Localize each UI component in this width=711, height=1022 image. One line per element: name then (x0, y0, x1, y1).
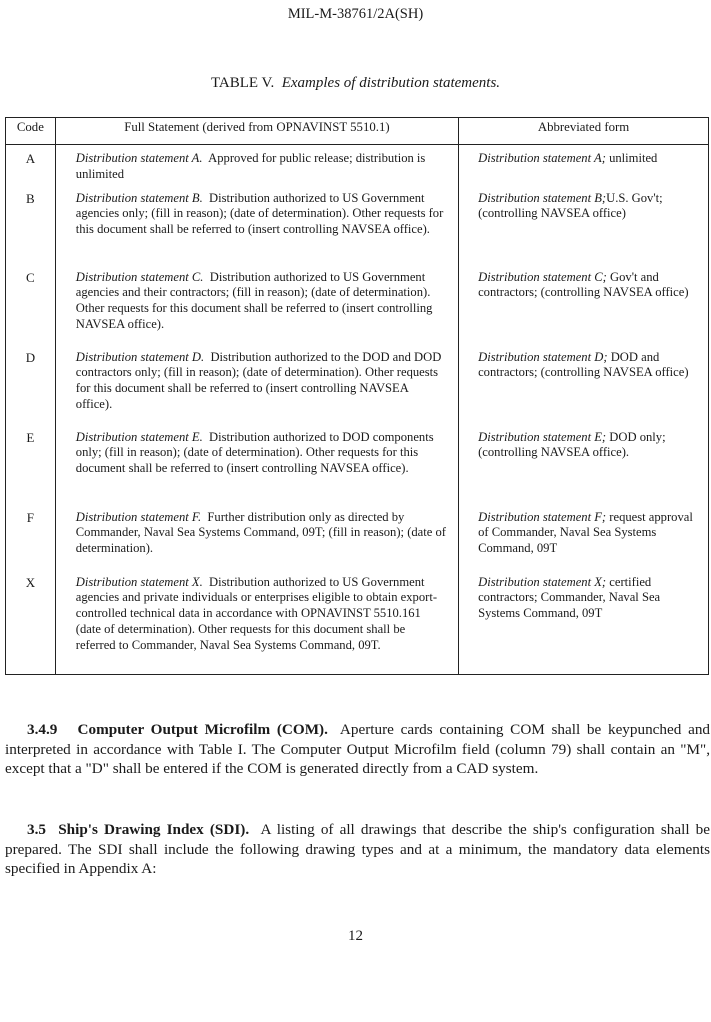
section-text: A listing of all drawings that describe the ship's configuration shall be prepared. The SDI shall include the following drawing types and at a minimum, the mandatory data elements specified in Appendix A: (5, 821, 710, 878)
section-3-5 (5, 820, 710, 879)
section-number: 3.5 (27, 821, 46, 838)
table-caption (0, 75, 711, 92)
table-row (6, 430, 709, 510)
row-code: C (6, 270, 56, 350)
abbr-lead: Distribution statement D; (478, 349, 608, 364)
table-row (6, 510, 709, 575)
row-code: E (6, 430, 56, 510)
abbr-lead: Distribution statement E; (478, 429, 607, 444)
full-statement (55, 270, 458, 350)
section-number: 3.4.9 (27, 721, 58, 738)
row-code: D (6, 350, 56, 430)
abbr-text: certified contractors; Commander, Naval Sea Systems Command, 09T (478, 574, 661, 621)
column-header-full-statement: Full Statement (derived from OPNAVINST 5510.1) (55, 118, 458, 145)
full-statement (55, 510, 458, 575)
table-title: Examples of distribution statements. (281, 75, 501, 91)
abbreviated-form (459, 430, 709, 510)
table-row (6, 191, 709, 270)
statement-lead: Distribution statement C. (75, 269, 204, 284)
abbr-lead: Distribution statement F; (478, 509, 607, 524)
abbr-text: request approval of Commander, Naval Sea Systems Command, 09T (478, 509, 693, 556)
row-code: F (6, 510, 56, 575)
abbr-lead: Distribution statement X; (478, 574, 607, 589)
abbreviated-form (459, 270, 709, 350)
column-header-abbreviated-form: Abbreviated form (459, 118, 709, 145)
row-code: B (6, 191, 56, 270)
abbreviated-form (459, 510, 709, 575)
table-row (6, 270, 709, 350)
statement-text: Distribution authorized to US Government agencies only; (fill in reason); (date of determination). Other requests for this document shall be referred to (insert controlling NAVSEA office). (75, 190, 444, 237)
abbreviated-form (459, 575, 709, 675)
table-row (6, 575, 709, 675)
row-code: X (6, 575, 56, 675)
page-number: 12 (348, 928, 363, 944)
statement-lead: Distribution statement D. (75, 349, 205, 364)
statement-text: Further distribution only as directed by Commander, Naval Sea Systems Command, 09T; (fill in reason); (date of determination). (75, 509, 447, 556)
table-row (6, 350, 709, 430)
section-heading: Computer Output Microfilm (COM). (77, 721, 328, 738)
full-statement (55, 575, 458, 675)
document-header: MIL-M-38761/2A(SH) (287, 6, 424, 22)
statement-text: Distribution authorized to US Government agencies and private individuals or enterprises eligible to obtain export-controlled technical data in accordance with OPNAVINST 5510.161 (date of determination). Other requests for this document shall be referred to Commander, Naval Sea Systems Command, 09T. (75, 574, 438, 653)
statement-lead: Distribution statement F. (75, 509, 202, 524)
table-header-row (6, 118, 709, 145)
column-header-code: Code (6, 118, 56, 145)
statement-text: Distribution authorized to the DOD and DOD contractors only; (fill in reason); (date of determination). Other requests for this document shall be referred to (insert controlling NAVSEA office). (75, 349, 442, 412)
abbreviated-form (459, 350, 709, 430)
statement-lead: Distribution statement X. (75, 574, 203, 589)
distribution-table (5, 117, 709, 675)
statement-lead: Distribution statement B. (75, 190, 203, 205)
abbr-lead: Distribution statement A; (478, 151, 606, 165)
section-text: Aperture cards containing COM shall be keypunched and interpreted in accordance with Table I. The Computer Output Microfilm field (column 79) shall contain an "M", except that a "D" shall be entered if the COM is generated directly from a CAD system. (5, 721, 711, 778)
abbr-text: unlimited (609, 151, 658, 165)
abbr-lead: Distribution statement C; (478, 269, 607, 284)
abbr-lead: Distribution statement B; (478, 190, 607, 205)
section-heading: Ship's Drawing Index (SDI). (58, 821, 250, 838)
statement-text: Distribution authorized to DOD components only; (fill in reason); (date of determination). Other requests for this document shall be referred to (insert controlling NAVSEA office). (75, 429, 434, 476)
abbreviated-form (459, 145, 709, 191)
full-statement (55, 145, 458, 191)
full-statement (55, 350, 458, 430)
abbr-text: Gov't and contractors; (controlling NAVSEA office) (478, 269, 689, 300)
table-label: TABLE V. (210, 75, 275, 91)
table-row (6, 145, 709, 191)
statement-text: Approved for public release; distribution is unlimited (75, 151, 426, 181)
row-code: A (6, 145, 56, 191)
statement-lead: Distribution statement A. (75, 151, 203, 165)
abbreviated-form (459, 191, 709, 270)
abbr-text: U.S. Gov't; (controlling NAVSEA office) (478, 190, 663, 221)
statement-lead: Distribution statement E. (75, 429, 203, 444)
statement-text: Distribution authorized to US Government agencies and their contractors; (fill in reason); (date of determination). Other requests for this document shall be referred to (insert controlling NAVSEA office). (75, 269, 433, 332)
full-statement (55, 191, 458, 270)
abbr-text: DOD only; (controlling NAVSEA office). (478, 429, 666, 460)
abbr-text: DOD and contractors; (controlling NAVSEA office) (478, 349, 689, 380)
full-statement (55, 430, 458, 510)
section-3-4-9 (5, 720, 710, 779)
